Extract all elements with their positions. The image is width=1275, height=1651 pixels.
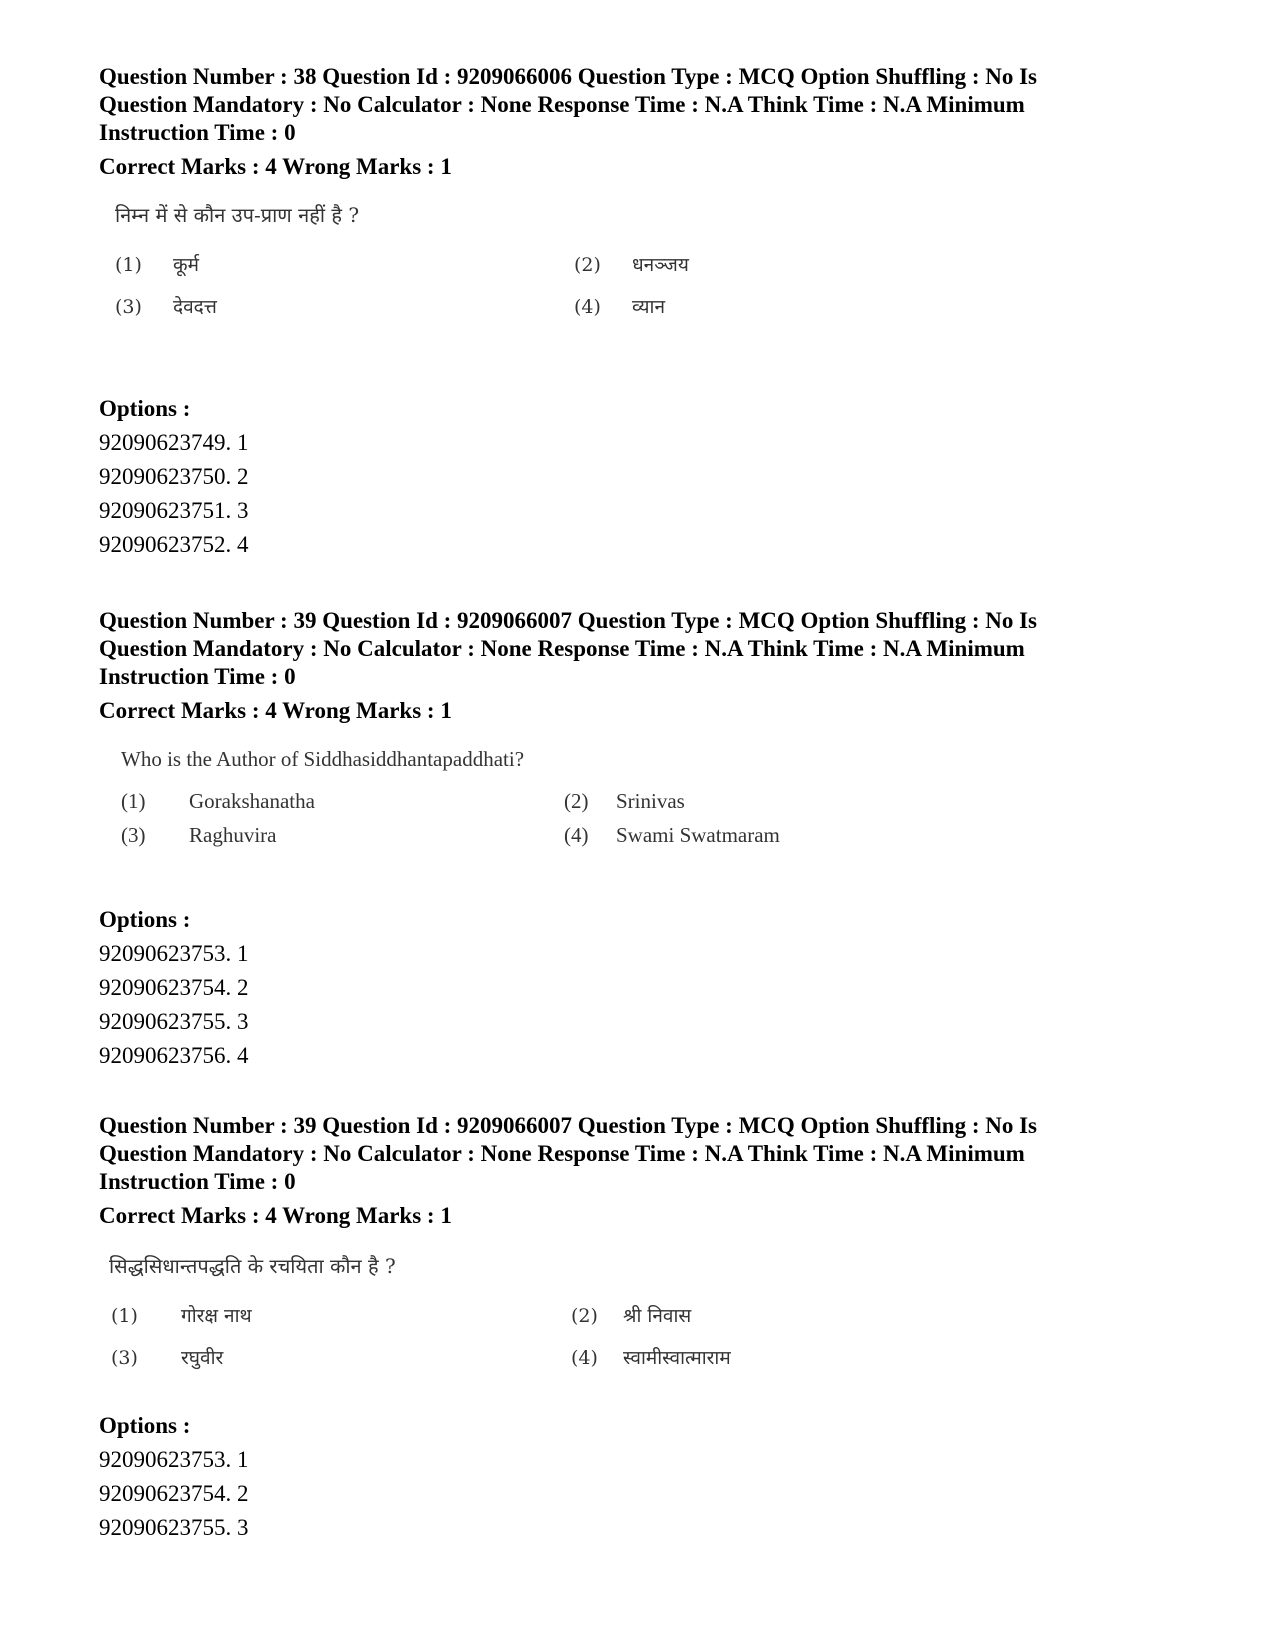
choice-number: (1) xyxy=(111,1305,138,1327)
option-line: 92090623749. 1 xyxy=(99,430,249,455)
choice-4 xyxy=(574,295,665,319)
choice-text: व्यान xyxy=(632,296,665,318)
option-line: 92090623755. 3 xyxy=(99,1009,249,1034)
option-line: 92090623754. 2 xyxy=(99,1481,249,1506)
question-text: निम्न में से कौन उप-प्राण नहीं है ? xyxy=(115,203,360,227)
choice-text: श्री निवास xyxy=(623,1305,692,1327)
choice-1 xyxy=(111,1304,252,1328)
choice-text: Gorakshanatha xyxy=(189,789,315,813)
marks-line: Correct Marks : 4 Wrong Marks : 1 xyxy=(99,1203,452,1228)
question-header: Question Number : 39 Question Id : 9209066007 Question Type : MCQ Option Shuffling : No Is Question Mandatory : No Calculator : None Response Time : N.A Think Time : N.A Minimum Instruction Time : 0 xyxy=(99,1113,1038,1194)
choice-1 xyxy=(121,789,315,813)
choice-text: Srinivas xyxy=(616,789,685,813)
question-image xyxy=(99,747,859,857)
question-block-39-hi xyxy=(99,1112,1129,1542)
question-block-39-en xyxy=(99,607,1129,1077)
option-line: 92090623756. 4 xyxy=(99,1043,249,1068)
choice-text: देवदत्त xyxy=(173,296,217,318)
question-header: Question Number : 39 Question Id : 9209066007 Question Type : MCQ Option Shuffling : No Is Question Mandatory : No Calculator : None Response Time : N.A Think Time : N.A Minimum Instruction Time : 0 xyxy=(99,608,1038,689)
choice-number: (4) xyxy=(574,296,601,318)
choice-text: धनञ्जय xyxy=(632,254,689,276)
choice-number: (1) xyxy=(121,789,146,813)
question-image xyxy=(99,203,859,333)
marks-line: Correct Marks : 4 Wrong Marks : 1 xyxy=(99,154,452,179)
question-block-38 xyxy=(99,63,1129,563)
choice-4 xyxy=(571,1346,731,1370)
choice-number: (3) xyxy=(111,1347,138,1369)
option-line: 92090623753. 1 xyxy=(99,941,249,966)
question-header: Question Number : 38 Question Id : 9209066006 Question Type : MCQ Option Shuffling : No Is Question Mandatory : No Calculator : None Response Time : N.A Think Time : N.A Minimum Instruction Time : 0 xyxy=(99,64,1038,145)
choice-2 xyxy=(571,1304,691,1328)
choice-number: (2) xyxy=(574,254,601,276)
choice-text: रघुवीर xyxy=(181,1347,224,1369)
option-line: 92090623755. 3 xyxy=(99,1515,249,1540)
option-line: 92090623750. 2 xyxy=(99,464,249,489)
choice-number: (2) xyxy=(564,789,589,813)
option-line: 92090623753. 1 xyxy=(99,1447,249,1472)
choice-number: (1) xyxy=(115,254,142,276)
choice-3 xyxy=(115,295,217,319)
choice-4 xyxy=(564,823,780,847)
choice-text: कूर्म xyxy=(173,254,199,276)
choice-number: (3) xyxy=(121,823,146,847)
choice-number: (2) xyxy=(571,1305,598,1327)
options-title: Options : xyxy=(99,907,191,932)
choice-text: स्वामीस्वात्माराम xyxy=(623,1347,731,1369)
choice-1 xyxy=(115,253,199,277)
choice-number: (4) xyxy=(564,823,589,847)
options-title: Options : xyxy=(99,396,191,421)
option-line: 92090623751. 3 xyxy=(99,498,249,523)
marks-line: Correct Marks : 4 Wrong Marks : 1 xyxy=(99,698,452,723)
option-line: 92090623754. 2 xyxy=(99,975,249,1000)
choice-2 xyxy=(574,253,689,277)
choice-number: (4) xyxy=(571,1347,598,1369)
option-line: 92090623752. 4 xyxy=(99,532,249,557)
choice-text: Raghuvira xyxy=(189,823,277,847)
choice-2 xyxy=(564,789,685,813)
choice-number: (3) xyxy=(115,296,142,318)
question-text: सिद्धसिधान्तपद्धति के रचयिता कौन है ? xyxy=(109,1254,396,1278)
choice-3 xyxy=(121,823,276,847)
question-image xyxy=(99,1254,859,1384)
choice-3 xyxy=(111,1346,223,1370)
options-title: Options : xyxy=(99,1413,191,1438)
choice-text: Swami Swatmaram xyxy=(616,823,780,847)
question-text: Who is the Author of Siddhasiddhantapaddhati? xyxy=(121,747,525,771)
choice-text: गोरक्ष नाथ xyxy=(181,1305,252,1327)
